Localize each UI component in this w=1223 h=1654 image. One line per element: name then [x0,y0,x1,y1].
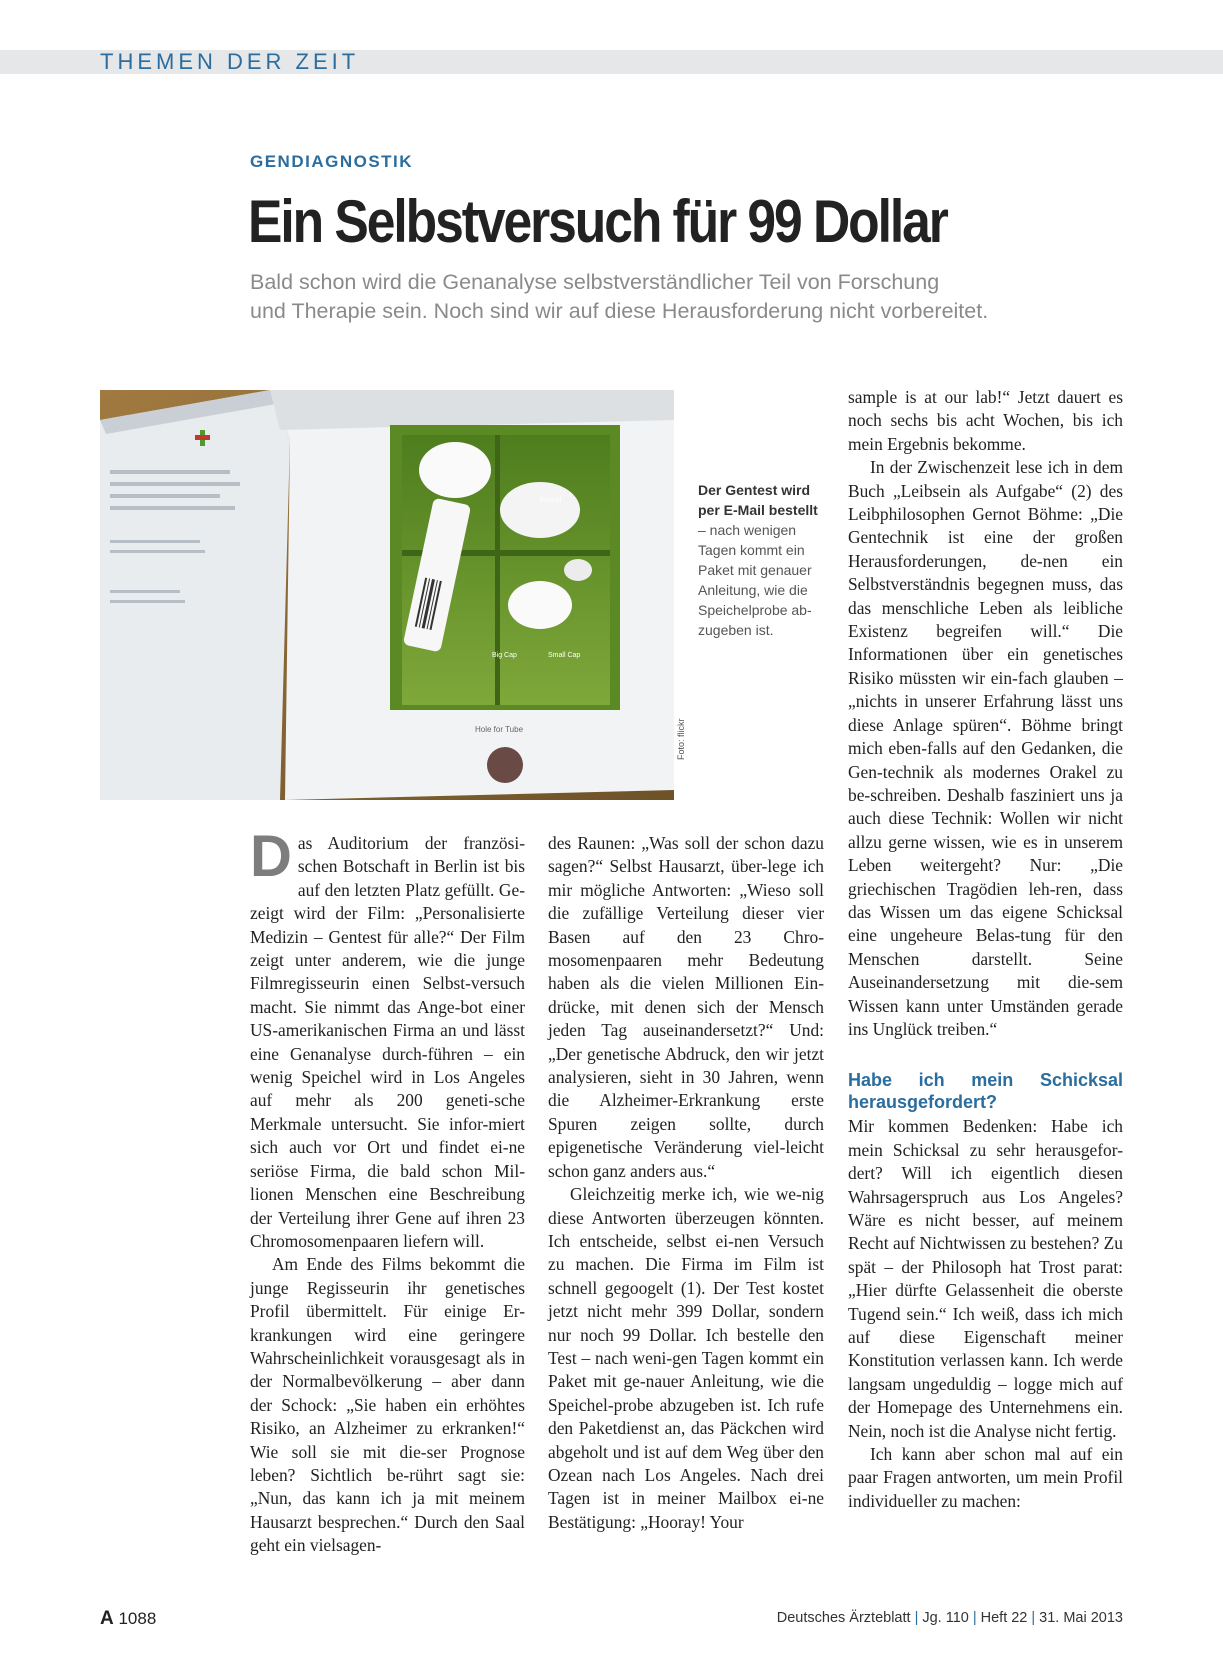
separator: | [1031,1610,1036,1626]
caption-text: – nach wenigen Tagen kommt ein Paket mit genauer Anleitung, wie die Speichelprobe ab-zugeben ist. [698,522,812,638]
article-photo [100,390,674,800]
photo-label-big-cap: Big Cap [492,652,517,659]
paragraph-text: as Auditorium der französi-schen Botschaft in Berlin ist bis auf den letzten Platz gefüllt. Ge-zeigt wird der Film: „Personalisierte Medizin – Gentest für alle?“ Der Film zeigt unter anderem, wie die junge Filmregisseurin einen Selbst-versuch macht. Sie nimmt das Ange-bot einer US-amerikanischen Firma an und lässt eine Genanalyse durch-führen – ein wenig Speichel wird in Los Angeles auf mehr als 200 geneti-sche Merkmale untersucht. Sie infor-miert sich auch vor Ort und findet ei-ne seriöse Firma, die bald schon Mil-lionen Menschen eine Beschreibung der Verteilung ihrer Gene auf ihren 23 Chromosomenpaaren liefern will. [250,833,525,1251]
journal-date: 31. Mai 2013 [1039,1610,1123,1626]
subheading: Habe ich mein Schicksal herausgefordert? [848,1070,1123,1113]
paragraph: des Raunen: „Was soll der schon dazu sagen?“ Selbst Hausarzt, über-lege ich mir mögliche Antworten: „Wieso soll die zufällige Verteilung dieser vier Basen auf den 23 Chro-mosomenpaaren mehr Bedeutung haben als die vielen Millionen Ein-drücke, mit denen sich der Mensch jeden Tag auseinandersetzt?“ Und: „Der genetische Abdruck, den wir jetzt analysieren, sieht in 30 Jahren, wenn die Alzheimer-Erkrankung erste Spuren zeigen sollte, durch epigenetische Veränderung viel-leicht schon ganz anders aus.“ [548,833,824,1181]
lead-line-2: und Therapie sein. Noch sind wir auf diese Herausforderung nicht vorbereitet. [250,299,989,323]
paragraph: Ich kann aber schon mal auf ein paar Fragen antworten, um mein Profil individueller zu machen: [848,1444,1123,1511]
caption-bold: Der Gentest wird per E-Mail bestellt [698,482,818,518]
text-column-3 [848,386,1123,1513]
separator: | [972,1610,977,1626]
paragraph: In der Zwischenzeit lese ich in dem Buch „Leibsein als Aufgabe“ (2) des Leibphilosophen Gernot Böhme: „Die Gentechnik ist eine der großen Herausforderungen, de-nen ein Selbstverständnis begegnen muss, das das menschliche Leben als leibliche Existenz begreifen will.“ Die Informationen über ein genetisches Risiko müssten wir ein-fach glauben – „nichts in unserer Erfahrung lässt uns diese Anlage spüren“. Böhme bringt mich eben-falls auf den Gedanken, die Gen-technik als modernes Orakel zu be-schreiben. Deshalb fasziniert uns ja auch diese Technik: Wollen wir nicht allzu gerne wissen, wie es in unserem Leben weitergeht? Nur: „Die griechischen Tragödien leh-ren, dass das Wissen um das eigene Schicksal eine ungeheure Belas-tung für den Menschen darstellt. Seine Auseinandersetzung mit die-sem Wissen kann unter Umständen gerade ins Unglück treiben.“ [848,457,1123,1039]
text-column-1 [250,824,525,1558]
lead-line-1: Bald schon wird die Genanalyse selbstverständlicher Teil von Forschung [250,270,940,294]
journal-issue: Heft 22 [980,1610,1028,1626]
photo-credit: Foto: flickr [676,718,686,760]
paragraph: Mir kommen Bedenken: Habe ich mein Schicksal zu sehr herausgefor-dert? Will ich eigentlich diesen Wahrsagerspruch aus Los Angeles? Wäre es nicht besser, auf meinem Recht auf Nichtwissen zu bestehen? Zu spät – der Philosoph hat Trost parat: „Hier dürfte Gelassenheit die oberste Tugend sein.“ Ich weiß, dass ich mich auf diese Eigenschaft meiner Konstitution verlassen kann. Ich werde langsam ungeduldig – logge mich auf der Homepage des Unternehmens ein. Nein, noch ist die Analyse nicht fertig. [848,1116,1123,1441]
paragraph: Gleichzeitig merke ich, wie we-nig diese Antworten überzeugen könnten. Ich entscheide, selbst ei-nen Versuch zu machen. Die Firma im Film ist schnell gegoogelt (1). Der Test kostet jetzt nicht mehr 399 Dollar, sondern nur noch 99 Dollar. Ich bestelle den Test – nach weni-gen Tagen kommt ein Paket mit ge-nauer Anleitung, wie die Speichel-probe abzugeben ist. Ich rufe den Paketdienst an, das Päckchen wird abgeholt und ist auf dem Weg über den Ozean nach Los Angeles. Nach drei Tagen ist in meiner Mailbox ei-ne Bestätigung: „Hooray! Your [548,1184,824,1532]
photo-label-small-cap: Small Cap [548,652,581,659]
paragraph [250,824,525,1253]
section-label: THEMEN DER ZEIT [100,49,360,74]
page-number-value: 1088 [118,1609,157,1628]
paragraph: Am Ende des Films bekommt die junge Regisseurin ihr genetisches Profil übermittelt. Für einige Er-krankungen wird eine geringere Wahrscheinlichkeit vorausgesagt als in der Normalbevölkerung – aber dann der Schock: „Sie haben ein erhöhtes Risiko, an Alzheimer zu erkranken!“ Wie soll sie mit die-ser Prognose leben? Sichtlich be-rührt sagt sie: „Nun, das kann ich ja mit meinem Hausarzt besprechen.“ Durch den Saal geht ein vielsagen- [250,1254,525,1556]
text-column-2 [548,832,824,1534]
photo-label-hole: Hole for Tube [475,725,524,734]
page-prefix: A [100,1608,114,1629]
separator: | [914,1610,919,1626]
paragraph: sample is at our lab!“ Jetzt dauert es noch sechs bis acht Wochen, bis ich mein Ergebnis bekomme. [848,387,1123,454]
article-lead [250,268,1090,326]
journal-info [777,1610,1123,1626]
article-title: Ein Selbstversuch für 99 Dollar [248,188,947,255]
gentest-kit-illustration [100,390,674,800]
photo-caption [698,480,828,640]
photo-label-funnel: Funnel [540,497,562,504]
journal-name: Deutsches Ärzteblatt [776,1610,911,1626]
page-number [100,1608,156,1630]
drop-cap: D [250,824,292,889]
article-kicker: GENDIAGNOSTIK [250,152,414,171]
journal-volume: Jg. 110 [922,1610,969,1626]
